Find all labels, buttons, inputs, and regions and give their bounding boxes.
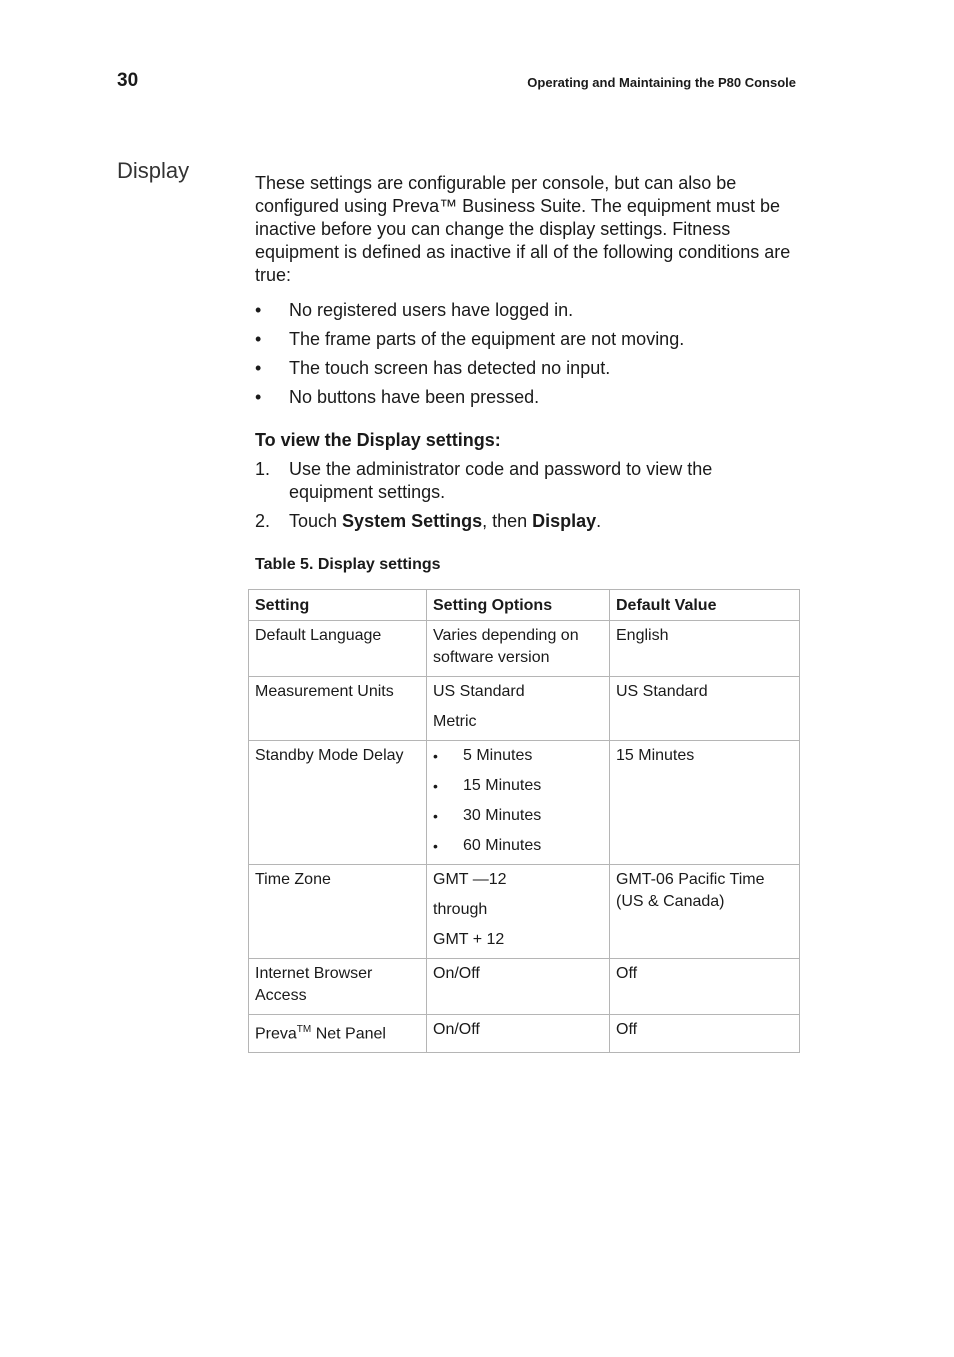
running-header: Operating and Maintaining the P80 Console bbox=[527, 75, 796, 90]
bullet-icon: • bbox=[433, 748, 438, 764]
default-cell: 15 Minutes bbox=[610, 741, 800, 865]
table-row bbox=[249, 741, 800, 865]
default-cell: Off bbox=[610, 1015, 800, 1053]
main-content bbox=[255, 172, 800, 589]
bullet-icon: • bbox=[433, 808, 438, 824]
option-item: • 30 Minutes bbox=[433, 805, 603, 827]
step-text: Touch System Settings, then Display. bbox=[289, 511, 602, 531]
system-settings-label: System Settings bbox=[342, 511, 483, 531]
table-header-row bbox=[249, 590, 800, 621]
options-cell: On/Off bbox=[427, 959, 610, 1015]
table-row bbox=[249, 1015, 800, 1053]
option-item: GMT + 12 bbox=[433, 931, 505, 948]
procedure-heading: To view the Display settings: bbox=[255, 430, 501, 450]
section-title: Display bbox=[117, 158, 190, 184]
list-item bbox=[255, 458, 800, 504]
column-header-setting: Setting bbox=[249, 590, 427, 621]
column-header-options: Setting Options bbox=[427, 590, 610, 621]
step-text: Use the administrator code and password to view the equipment settings. bbox=[289, 459, 713, 502]
step-number: 2. bbox=[255, 511, 271, 531]
bullet-icon: • bbox=[255, 300, 262, 320]
options-cell bbox=[427, 677, 610, 741]
table-row bbox=[249, 677, 800, 741]
setting-cell: Standby Mode Delay bbox=[249, 741, 427, 865]
table-row bbox=[249, 959, 800, 1015]
option-item: Metric bbox=[433, 713, 477, 730]
options-cell: On/Off bbox=[427, 1015, 610, 1053]
setting-cell: Measurement Units bbox=[249, 677, 427, 741]
options-cell bbox=[427, 865, 610, 959]
setting-cell: Preva™ Net Panel bbox=[249, 1015, 427, 1053]
list-item: • No registered users have logged in. bbox=[255, 300, 574, 320]
setting-cell: Internet Browser Access bbox=[249, 959, 427, 1015]
option-item: • 15 Minutes bbox=[433, 775, 603, 797]
list-item: • The touch screen has detected no input. bbox=[255, 358, 611, 378]
option-item: GMT —12 bbox=[433, 871, 507, 888]
options-list bbox=[433, 745, 603, 857]
bullet-icon: • bbox=[255, 329, 262, 349]
list-item bbox=[255, 510, 800, 533]
list-item: • No buttons have been pressed. bbox=[255, 387, 540, 407]
setting-cell: Default Language bbox=[249, 621, 427, 677]
default-cell: GMT-06 Pacific Time (US & Canada) bbox=[610, 865, 800, 959]
table-caption: Table 5. Display settings bbox=[255, 556, 441, 573]
trademark-mark: TM bbox=[296, 1024, 312, 1035]
list-item: • The frame parts of the equipment are not moving. bbox=[255, 329, 685, 349]
setting-cell: Time Zone bbox=[249, 865, 427, 959]
bullet-icon: • bbox=[433, 838, 438, 854]
option-item: • 60 Minutes bbox=[433, 835, 603, 857]
option-item: • 5 Minutes bbox=[433, 745, 603, 767]
bullet-icon: • bbox=[255, 387, 262, 407]
table-row bbox=[249, 865, 800, 959]
intro-paragraph: These settings are configurable per console, but can also be configured using Preva™ Business Suite. The equipment must be inactive before you can change the display settings. Fitness equipment is defined as inactive if all of the following conditions are true: bbox=[255, 173, 791, 285]
procedure-steps bbox=[255, 458, 800, 533]
page-number: 30 bbox=[117, 70, 139, 91]
default-cell: US Standard bbox=[610, 677, 800, 741]
display-label: Display bbox=[532, 511, 597, 531]
conditions-list bbox=[255, 299, 800, 409]
options-cell bbox=[427, 741, 610, 865]
table-row bbox=[249, 621, 800, 677]
option-item: US Standard bbox=[433, 683, 525, 700]
display-settings-table bbox=[248, 589, 800, 1053]
step-number: 1. bbox=[255, 459, 271, 479]
column-header-default: Default Value bbox=[610, 590, 800, 621]
options-cell: Varies depending on software version bbox=[427, 621, 610, 677]
default-cell: Off bbox=[610, 959, 800, 1015]
bullet-icon: • bbox=[255, 358, 262, 378]
option-item: through bbox=[433, 901, 488, 918]
default-cell: English bbox=[610, 621, 800, 677]
bullet-icon: • bbox=[433, 778, 438, 794]
